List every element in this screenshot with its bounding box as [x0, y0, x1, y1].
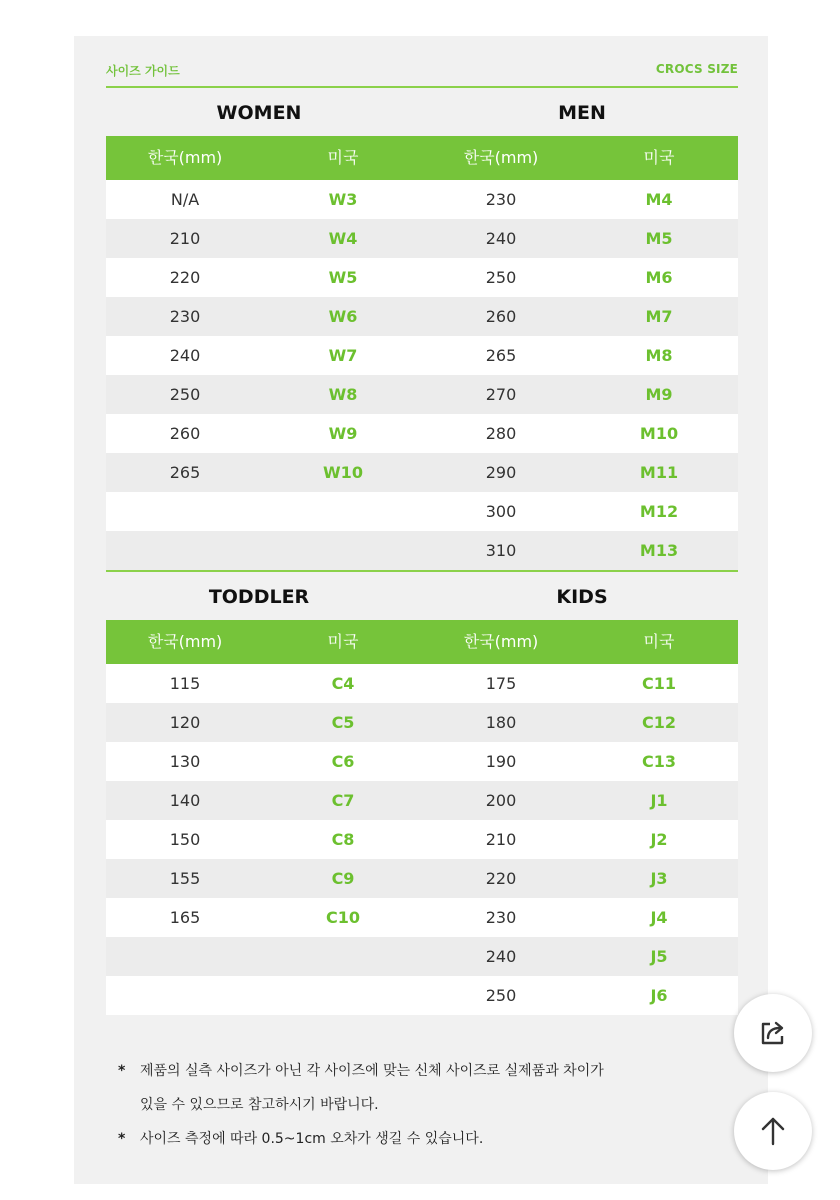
note-bullet: *	[118, 1063, 126, 1079]
kr-size-cell: 130	[169, 752, 201, 771]
kr-size-cell: 240	[485, 229, 517, 248]
kids-title: KIDS	[556, 586, 608, 608]
col-header-us: 미국	[327, 148, 359, 167]
table-row	[106, 336, 738, 375]
kr-size-cell: 265	[485, 346, 517, 365]
table-header	[106, 136, 738, 180]
us-size-cell: C7	[331, 791, 355, 810]
kr-size-cell	[106, 492, 264, 531]
table-row	[106, 375, 738, 414]
table-row	[106, 976, 738, 1015]
kr-size-cell: 250	[169, 385, 201, 404]
kr-size-cell: 240	[485, 947, 517, 966]
us-size-cell: W4	[328, 229, 358, 248]
table-row	[106, 703, 738, 742]
table-row	[106, 937, 738, 976]
size-notes	[118, 1054, 718, 1156]
kr-size-cell	[106, 531, 264, 570]
us-size-cell	[264, 492, 422, 531]
kr-size-cell: 260	[485, 307, 517, 326]
us-size-cell: C13	[641, 752, 676, 771]
col-header-us: 미국	[643, 148, 675, 167]
us-size-cell: C8	[331, 830, 355, 849]
col-header-kr: 한국(mm)	[463, 148, 539, 167]
kr-size-cell: 140	[169, 791, 201, 810]
us-size-cell: J3	[650, 869, 668, 888]
kr-size-cell: 265	[169, 463, 201, 482]
col-header-us: 미국	[327, 632, 359, 651]
kr-size-cell: 290	[485, 463, 517, 482]
us-size-cell: C9	[331, 869, 355, 888]
kr-size-cell: 280	[485, 424, 517, 443]
note-line: 있을 수 있으므로 참고하시기 바랍니다.	[140, 1097, 379, 1113]
kr-size-cell: 220	[169, 268, 201, 287]
table-header	[106, 620, 738, 664]
kr-size-cell: 155	[169, 869, 201, 888]
kr-size-cell: N/A	[170, 190, 200, 209]
table-row	[106, 742, 738, 781]
col-header-kr: 한국(mm)	[147, 148, 223, 167]
us-size-cell: W8	[328, 385, 358, 404]
col-header-kr: 한국(mm)	[463, 632, 539, 651]
table-row	[106, 859, 738, 898]
men-title: MEN	[558, 102, 606, 124]
toddler-title: TODDLER	[208, 586, 310, 608]
note-line: 제품의 실측 사이즈가 아닌 각 사이즈에 맞는 신체 사이즈로 실제품과 차이가	[140, 1063, 604, 1079]
us-size-cell: M11	[639, 463, 679, 482]
kr-size-cell: 250	[485, 268, 517, 287]
us-size-cell: C10	[325, 908, 360, 927]
us-size-cell: M8	[645, 346, 673, 365]
women-men-table-body	[106, 180, 738, 570]
kr-size-cell: 240	[169, 346, 201, 365]
us-size-cell: M5	[645, 229, 673, 248]
size-guide-card	[74, 36, 768, 1184]
share-icon	[756, 1016, 790, 1050]
kr-size-cell: 115	[169, 674, 201, 693]
women-title: WOMEN	[216, 102, 302, 124]
us-size-cell: W9	[328, 424, 358, 443]
kr-size-cell: 210	[485, 830, 517, 849]
kr-size-cell: 230	[169, 307, 201, 326]
kr-size-cell: 210	[169, 229, 201, 248]
us-size-cell: C5	[331, 713, 355, 732]
us-size-cell: J2	[650, 830, 668, 849]
kr-size-cell: 180	[485, 713, 517, 732]
guide-title: 사이즈 가이드	[106, 64, 180, 78]
us-size-cell: J6	[650, 986, 668, 1005]
us-size-cell: W6	[328, 307, 358, 326]
us-size-cell: M10	[639, 424, 679, 443]
table-row	[106, 492, 738, 531]
women-men-section	[106, 88, 738, 570]
note-line: 사이즈 측정에 따라 0.5~1cm 오차가 생길 수 있습니다.	[140, 1131, 484, 1147]
kr-size-cell: 260	[169, 424, 201, 443]
kr-size-cell: 220	[485, 869, 517, 888]
table-row	[106, 297, 738, 336]
us-size-cell	[264, 531, 422, 570]
us-size-cell: C4	[331, 674, 355, 693]
table-row	[106, 414, 738, 453]
kr-size-cell	[106, 937, 264, 976]
us-size-cell: M9	[645, 385, 673, 404]
us-size-cell: M12	[639, 502, 679, 521]
note-bullet: *	[118, 1131, 126, 1147]
toddler-kids-section	[106, 572, 738, 1015]
us-size-cell	[264, 976, 422, 1015]
us-size-cell: W7	[328, 346, 358, 365]
us-size-cell: W10	[323, 463, 363, 482]
note-item	[118, 1054, 718, 1122]
toddler-kids-table-body	[106, 664, 738, 1015]
scroll-top-button[interactable]	[734, 1092, 812, 1170]
kr-size-cell: 230	[485, 908, 517, 927]
col-header-us: 미국	[643, 632, 675, 651]
table-row	[106, 664, 738, 703]
col-header-kr: 한국(mm)	[147, 632, 223, 651]
kr-size-cell: 310	[485, 541, 517, 560]
kr-size-cell: 165	[169, 908, 201, 927]
us-size-cell: M4	[645, 190, 673, 209]
kr-size-cell: 250	[485, 986, 517, 1005]
us-size-cell	[264, 937, 422, 976]
kr-size-cell	[106, 976, 264, 1015]
us-size-cell: M6	[645, 268, 673, 287]
us-size-cell: C6	[331, 752, 355, 771]
brand-size-label: CROCS SIZE	[655, 62, 738, 76]
us-size-cell: W5	[328, 268, 358, 287]
table-row	[106, 531, 738, 570]
us-size-cell: J1	[650, 791, 668, 810]
us-size-cell: J4	[650, 908, 668, 927]
table-row	[106, 781, 738, 820]
kr-size-cell: 230	[485, 190, 517, 209]
kr-size-cell: 150	[169, 830, 201, 849]
us-size-cell: M7	[645, 307, 673, 326]
kr-size-cell: 120	[169, 713, 201, 732]
table-row	[106, 453, 738, 492]
guide-header	[106, 60, 738, 88]
arrow-up-icon	[756, 1114, 790, 1148]
us-size-cell: J5	[650, 947, 668, 966]
kr-size-cell: 270	[485, 385, 517, 404]
kr-size-cell: 300	[485, 502, 517, 521]
note-item	[118, 1122, 718, 1156]
kr-size-cell: 200	[485, 791, 517, 810]
us-size-cell: C12	[641, 713, 676, 732]
us-size-cell: C11	[641, 674, 676, 693]
table-row	[106, 820, 738, 859]
table-row	[106, 898, 738, 937]
table-row	[106, 180, 738, 219]
us-size-cell: M13	[639, 541, 679, 560]
table-row	[106, 258, 738, 297]
table-row	[106, 219, 738, 258]
kr-size-cell: 175	[485, 674, 517, 693]
share-button[interactable]	[734, 994, 812, 1072]
us-size-cell: W3	[328, 190, 358, 209]
kr-size-cell: 190	[485, 752, 517, 771]
